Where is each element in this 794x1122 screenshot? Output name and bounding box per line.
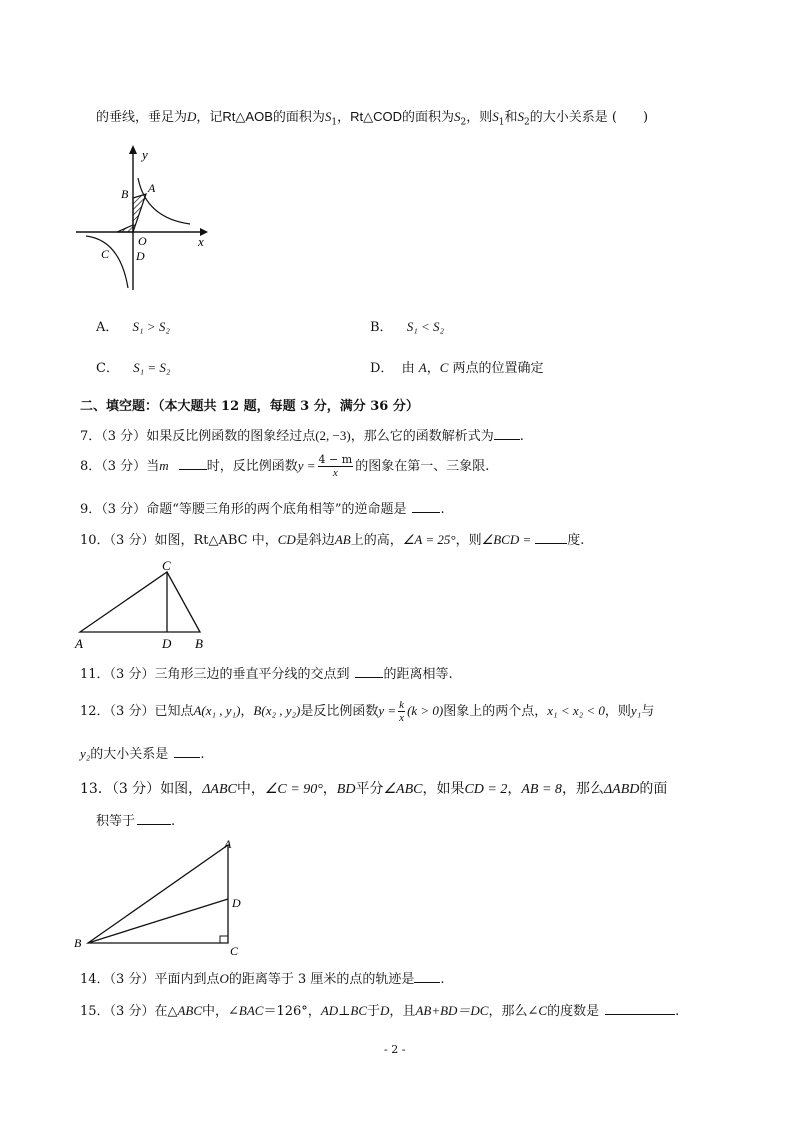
q7-t2: ，那么它的函数解析式为 <box>350 429 494 444</box>
label-C: C <box>230 944 239 958</box>
q13-t5: ，如果 <box>422 781 465 797</box>
q8-score: （3 分） <box>101 459 147 474</box>
option-a-text: S₁ > S₂ <box>132 319 170 334</box>
q10-t5: 度. <box>567 533 585 548</box>
label-D: D <box>232 896 241 910</box>
q14 <box>80 968 445 987</box>
q13-AB: AB = 8 <box>521 782 562 797</box>
option-b-text: S₁ < S₂ <box>406 319 445 334</box>
q15-score: （3 分） <box>109 1004 155 1019</box>
q9-blank <box>412 501 440 513</box>
label-O: O <box>138 234 147 248</box>
q12-t1: 已知点 <box>154 704 194 719</box>
option-a <box>96 316 170 335</box>
label-A: A <box>224 837 232 851</box>
q6-t5: 的面积为 <box>402 110 455 125</box>
q8 <box>80 454 489 479</box>
section2-heading: 二、填空题：（本大题共 12 题，每题 3 分，满分 36 分） <box>80 399 419 414</box>
q12-num: 12． <box>80 704 110 719</box>
q14-O: O <box>219 971 229 986</box>
q10-angle-A: ∠A = 25° <box>402 532 456 547</box>
label-x: x <box>198 234 204 249</box>
q15-t4: ⊥ <box>338 1004 351 1019</box>
q15 <box>80 1000 679 1019</box>
q15-t6: ，且 <box>389 1004 416 1019</box>
q6-s2: S <box>454 109 461 124</box>
bisector-bd <box>88 899 228 943</box>
option-c-text: S₁ = S₂ <box>133 360 171 375</box>
option-d-sep: ， <box>426 361 440 376</box>
q10-blank <box>535 532 567 544</box>
label-C: C <box>162 558 171 573</box>
q10-CD: CD <box>277 532 296 547</box>
q13-score: （3 分） <box>111 781 161 797</box>
q12-t6: 的大小关系是 <box>90 747 169 762</box>
q10-num: 10． <box>80 533 110 548</box>
q8-frac-den: x <box>332 467 338 479</box>
q13-t8: 的面 <box>639 781 668 797</box>
q13-end: . <box>171 814 176 829</box>
q6-t4: ， <box>337 110 351 125</box>
option-a-label: A． <box>96 320 119 335</box>
q12-ineq: x₁ < x₂ < 0 <box>547 703 605 718</box>
q9-end: . <box>440 502 445 517</box>
q10-t3: 上的高， <box>350 533 403 548</box>
label-D: D <box>162 636 172 651</box>
q14-end: . <box>440 972 445 987</box>
q13-tri: ΔABC <box>202 782 237 797</box>
option-b-label: B． <box>370 320 393 335</box>
q8-m: m <box>159 458 169 473</box>
q9-num: 9． <box>80 502 102 517</box>
q7-blank <box>494 428 520 440</box>
q6-s1: S <box>324 109 332 124</box>
q13-angle-ABC: ∠ABC <box>383 782 423 797</box>
q15-t2: 中，∠ <box>202 1004 239 1019</box>
q15-blank <box>605 1003 675 1015</box>
label-A: A <box>148 181 156 195</box>
q13-CD: CD = 2 <box>464 782 508 797</box>
q6-t7: 和 <box>504 110 518 125</box>
q12-t4: ，则 <box>604 704 631 719</box>
q13-t7: ，那么 <box>561 781 604 797</box>
q12-line2 <box>80 743 204 762</box>
q11-t1: 三角形三边的垂直平分线的交点到 <box>154 667 350 682</box>
q13-BD: BD <box>336 782 356 797</box>
y-axis-arrow-icon <box>129 145 137 154</box>
q13-t6: ， <box>507 781 522 797</box>
q15-AD: AD <box>320 1003 339 1018</box>
q12-fraction <box>398 699 405 724</box>
q15-D: D <box>380 1003 390 1018</box>
q8-fraction <box>318 454 354 479</box>
q7-t1: 如果反比例函数的图象经过点 <box>146 429 316 444</box>
q15-BC: BC <box>350 1003 368 1018</box>
option-c <box>96 357 170 376</box>
q14-t1: 平面内到点 <box>154 972 220 987</box>
q15-C: C <box>538 1003 548 1018</box>
option-d-C: C <box>439 360 449 375</box>
option-d-label: D． <box>370 361 394 376</box>
q6-text-line: 的垂线，垂足为D，记Rt△AOB的面积为$S_1$，Rt△COD的面积为$S_2$，则$S_1$和$S_2$的大小关系是 ( ) <box>96 109 649 128</box>
q6-tri-aob: Rt△AOB <box>222 109 273 124</box>
right-angle-mark <box>220 936 228 943</box>
q12-lhs: y = <box>378 703 397 718</box>
q12-frac-den: x <box>399 712 405 724</box>
q11-num: 11． <box>80 667 110 682</box>
q12-t2: 是反比例函数 <box>300 704 379 719</box>
q13-angle-C: ∠C = 90° <box>264 782 323 797</box>
q10-t4: ，则 <box>455 533 482 548</box>
q12-score: （3 分） <box>109 704 155 719</box>
q6-t8: 的大小关系是 ( ) <box>529 110 649 125</box>
q10-t2: 是斜边 <box>295 533 335 548</box>
q8-blank <box>179 458 207 470</box>
q7-point: (2, −3) <box>315 428 351 443</box>
q12-cond: (k > 0) <box>407 703 444 718</box>
q13-figure <box>70 835 250 960</box>
q14-score: （3 分） <box>109 972 155 987</box>
label-B: B <box>74 936 82 950</box>
label-A: A <box>75 636 83 651</box>
q6-figure <box>72 140 222 300</box>
q12-sep: ， <box>240 704 254 719</box>
q13-blank <box>137 813 171 825</box>
q6-point-D: D <box>187 109 197 124</box>
q15-num: 15． <box>80 1004 110 1019</box>
q7-num: 7． <box>80 429 102 444</box>
option-d-A: A <box>418 360 427 375</box>
q12-y2: y₂ <box>80 746 91 761</box>
page-number: - 2 - <box>384 1043 406 1056</box>
q14-num: 14． <box>80 972 110 987</box>
q10-t1: 如图，Rt△ABC 中， <box>154 533 278 548</box>
q13-t2: 中， <box>236 781 265 797</box>
q12-line1 <box>80 699 654 724</box>
q15-t7: ，那么∠ <box>488 1004 539 1019</box>
hyperbola-branch-2 <box>86 236 128 288</box>
label-y: y <box>142 147 148 162</box>
q12-y1: y₁ <box>630 703 642 718</box>
label-C: C <box>101 247 110 261</box>
q12-end: . <box>200 747 205 762</box>
q6-t3: 的面积为 <box>272 110 325 125</box>
q12-t3: 图象上的两个点， <box>443 704 548 719</box>
q10-figure <box>70 558 220 653</box>
q10-angle-BCD: ∠BCD = <box>481 532 532 547</box>
q13-line1 <box>80 778 667 798</box>
q13-t3: ， <box>322 781 337 797</box>
q10 <box>80 529 584 548</box>
q8-t1: 当 <box>146 459 160 474</box>
q12-point-A: A(x₁ , y₁) <box>193 703 241 718</box>
q15-t5: 于 <box>367 1004 381 1019</box>
q13-line2 <box>96 810 175 829</box>
option-b <box>370 316 444 335</box>
q7-score: （3 分） <box>101 429 147 444</box>
q12-t5: 与 <box>641 704 655 719</box>
q8-frac-num: 4 − m <box>318 453 353 466</box>
option-d <box>370 357 544 376</box>
q6-t2: ，记 <box>196 110 223 125</box>
label-B: B <box>121 187 129 201</box>
q15-t1: 在△ <box>154 1004 178 1019</box>
option-d-t2: 两点的位置确定 <box>452 361 544 376</box>
q13-num: 13． <box>80 781 112 797</box>
q12-frac-num: k <box>399 699 405 711</box>
q13-t1: 如图， <box>160 781 203 797</box>
q9-t1: 命题“等腰三角形的两个底角相等”的逆命题是 <box>146 502 407 517</box>
q15-eq: AB+BD＝DC <box>415 1003 489 1018</box>
q15-BAC: BAC <box>238 1003 264 1018</box>
q6-tri-cod: Rt△COD <box>350 109 403 124</box>
hyperbola-branch-1 <box>138 178 190 224</box>
q6-t1: 的垂线，垂足为 <box>96 110 188 125</box>
q8-num: 8． <box>80 459 102 474</box>
option-d-t1: 由 <box>401 361 415 376</box>
q11-t2: 的距离相等. <box>383 667 453 682</box>
q13-t4: 平分 <box>355 781 384 797</box>
option-c-label: C． <box>96 361 119 376</box>
triangle-cod <box>117 225 133 232</box>
q11 <box>80 663 453 682</box>
triangle-abc-13 <box>88 845 228 943</box>
q12-point-B: B(x₂ , y₂) <box>253 703 301 718</box>
q13-t9: 积等于 <box>96 814 136 829</box>
q6-t6: ，则 <box>466 110 493 125</box>
q9-score: （3 分） <box>101 502 147 517</box>
q15-t8: 的度数是 <box>547 1004 600 1019</box>
q8-t2: 时，反比例函数 <box>206 459 298 474</box>
q8-lhs: y = <box>297 458 316 473</box>
q10-AB: AB <box>334 532 351 547</box>
q14-blank <box>414 971 440 983</box>
q15-end: . <box>675 1004 680 1019</box>
q7-end: . <box>519 429 524 444</box>
triangle-abc <box>80 572 200 632</box>
q15-ABC: ABC <box>177 1003 203 1018</box>
label-B: B <box>195 636 203 651</box>
label-D: D <box>136 249 145 263</box>
q15-t3: ＝126°， <box>263 1004 321 1019</box>
q8-t3: 的图象在第一、三象限. <box>355 459 490 474</box>
q12-blank <box>174 746 200 758</box>
q13-tri-ABD: ΔABD <box>603 782 640 797</box>
triangle-aob <box>133 194 146 232</box>
q7 <box>80 425 524 444</box>
q14-t2: 的距离等于 3 厘米的点的轨迹是 <box>228 972 415 987</box>
q11-blank <box>355 666 383 678</box>
q9 <box>80 498 445 517</box>
q11-score: （3 分） <box>109 667 155 682</box>
q10-score: （3 分） <box>109 533 155 548</box>
